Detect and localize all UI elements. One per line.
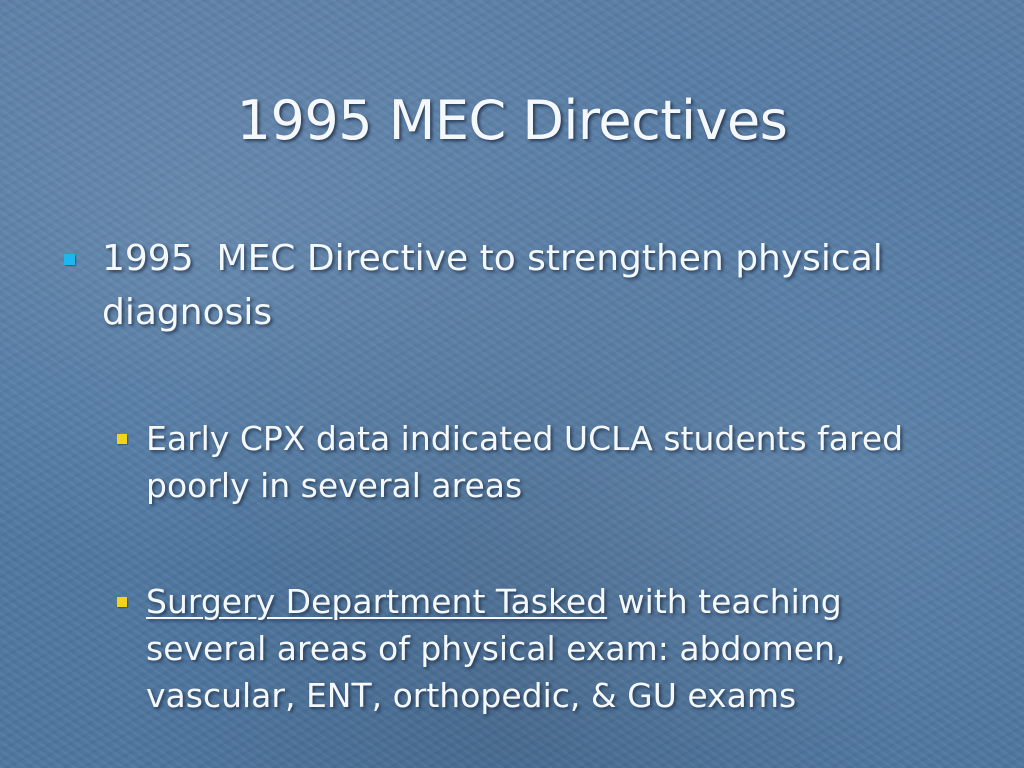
square-bullet-icon bbox=[64, 254, 75, 265]
underlined-phrase: Surgery Department Tasked bbox=[146, 582, 608, 621]
square-bullet-icon bbox=[117, 597, 127, 607]
square-bullet-icon bbox=[117, 434, 127, 444]
slide-title: 1995 MEC Directives bbox=[236, 89, 788, 152]
bullet-mec-directive bbox=[102, 232, 962, 340]
bullet-cpx-data bbox=[146, 415, 966, 509]
bullet-text: 1995 MEC Directive to strengthen physical diagnosis bbox=[102, 238, 895, 333]
bullet-text bbox=[146, 578, 966, 719]
bullet-text: Early CPX data indicated UCLA students fared poorly in several areas bbox=[146, 419, 904, 505]
bullet-surgery-department bbox=[146, 578, 966, 719]
bullet-text-rest: with teaching several areas of physical exam: abdomen, vascular, ENT, orthopedic, & GU exams bbox=[146, 582, 846, 715]
